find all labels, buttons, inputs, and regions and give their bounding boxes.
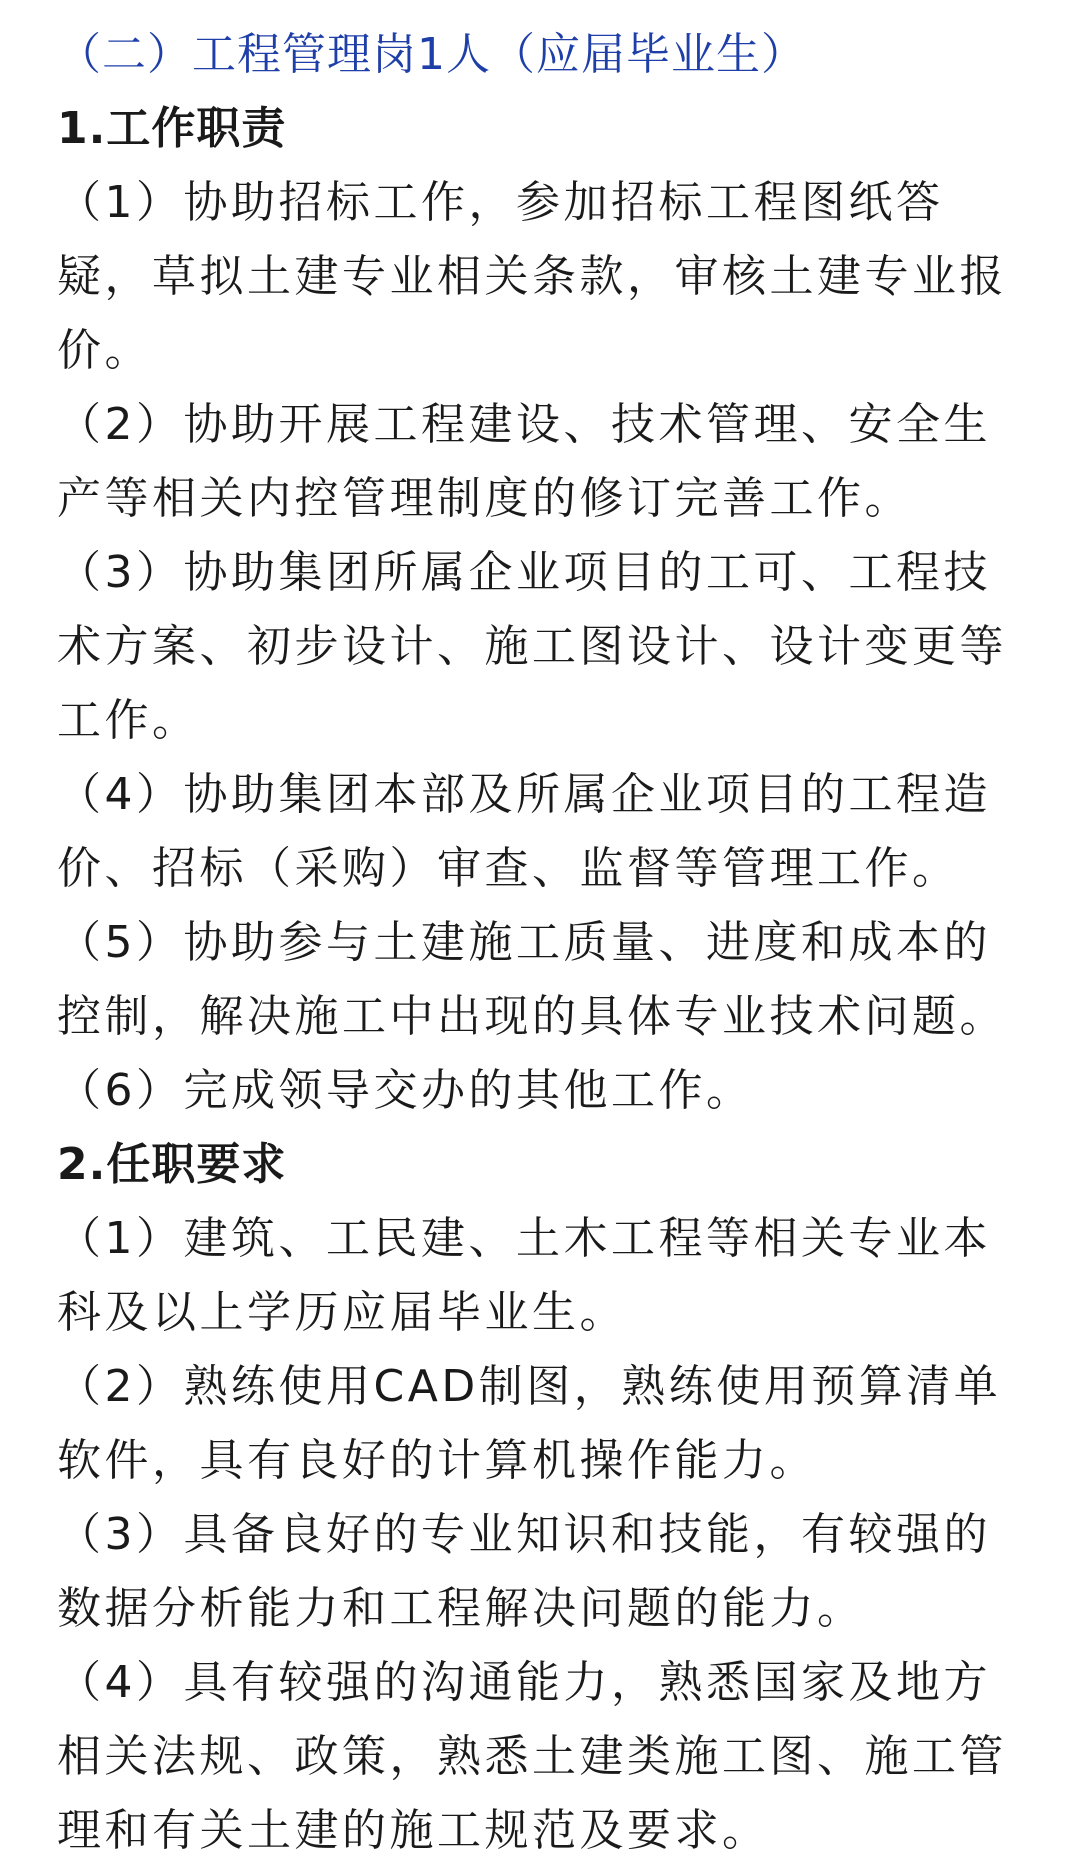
requirement-item-4: （4）具有较强的沟通能力，熟悉国家及地方相关法规、政策，熟悉土建类施工图、施工管理和有关土建的施工规范及要求。 bbox=[57, 1657, 1007, 1856]
duty-item-2: （2）协助开展工程建设、技术管理、安全生产等相关内控管理制度的修订完善工作。 bbox=[57, 399, 991, 524]
duty-item-1: （1）协助招标工作，参加招标工程图纸答疑，草拟土建专业相关条款，审核土建专业报价。 bbox=[57, 177, 1007, 376]
duty-item-6: （6）完成领导交办的其他工作。 bbox=[57, 1065, 754, 1116]
duty-item-5: （5）协助参与土建施工质量、进度和成本的控制，解决施工中出现的具体专业技术问题。 bbox=[57, 917, 1007, 1042]
requirement-item-3: （3）具备良好的专业知识和技能，有较强的数据分析能力和工程解决问题的能力。 bbox=[57, 1509, 991, 1634]
duty-item-4: （4）协助集团本部及所属企业项目的工程造价、招标（采购）审查、监督等管理工作。 bbox=[57, 769, 991, 894]
requirement-item-2: （2）熟练使用CAD制图，熟练使用预算清单软件，具有良好的计算机操作能力。 bbox=[57, 1361, 1002, 1486]
duty-item-3: （3）协助集团所属企业项目的工可、工程技术方案、初步设计、施工图设计、设计变更等工作。 bbox=[57, 547, 1007, 746]
requirement-item-1: （1）建筑、工民建、土木工程等相关专业本科及以上学历应届毕业生。 bbox=[57, 1213, 991, 1338]
section-title-duties: 1.工作职责 bbox=[57, 103, 287, 154]
section-title-requirements: 2.任职要求 bbox=[57, 1139, 287, 1190]
position-heading: （二）工程管理岗1人（应届毕业生） bbox=[57, 29, 806, 80]
